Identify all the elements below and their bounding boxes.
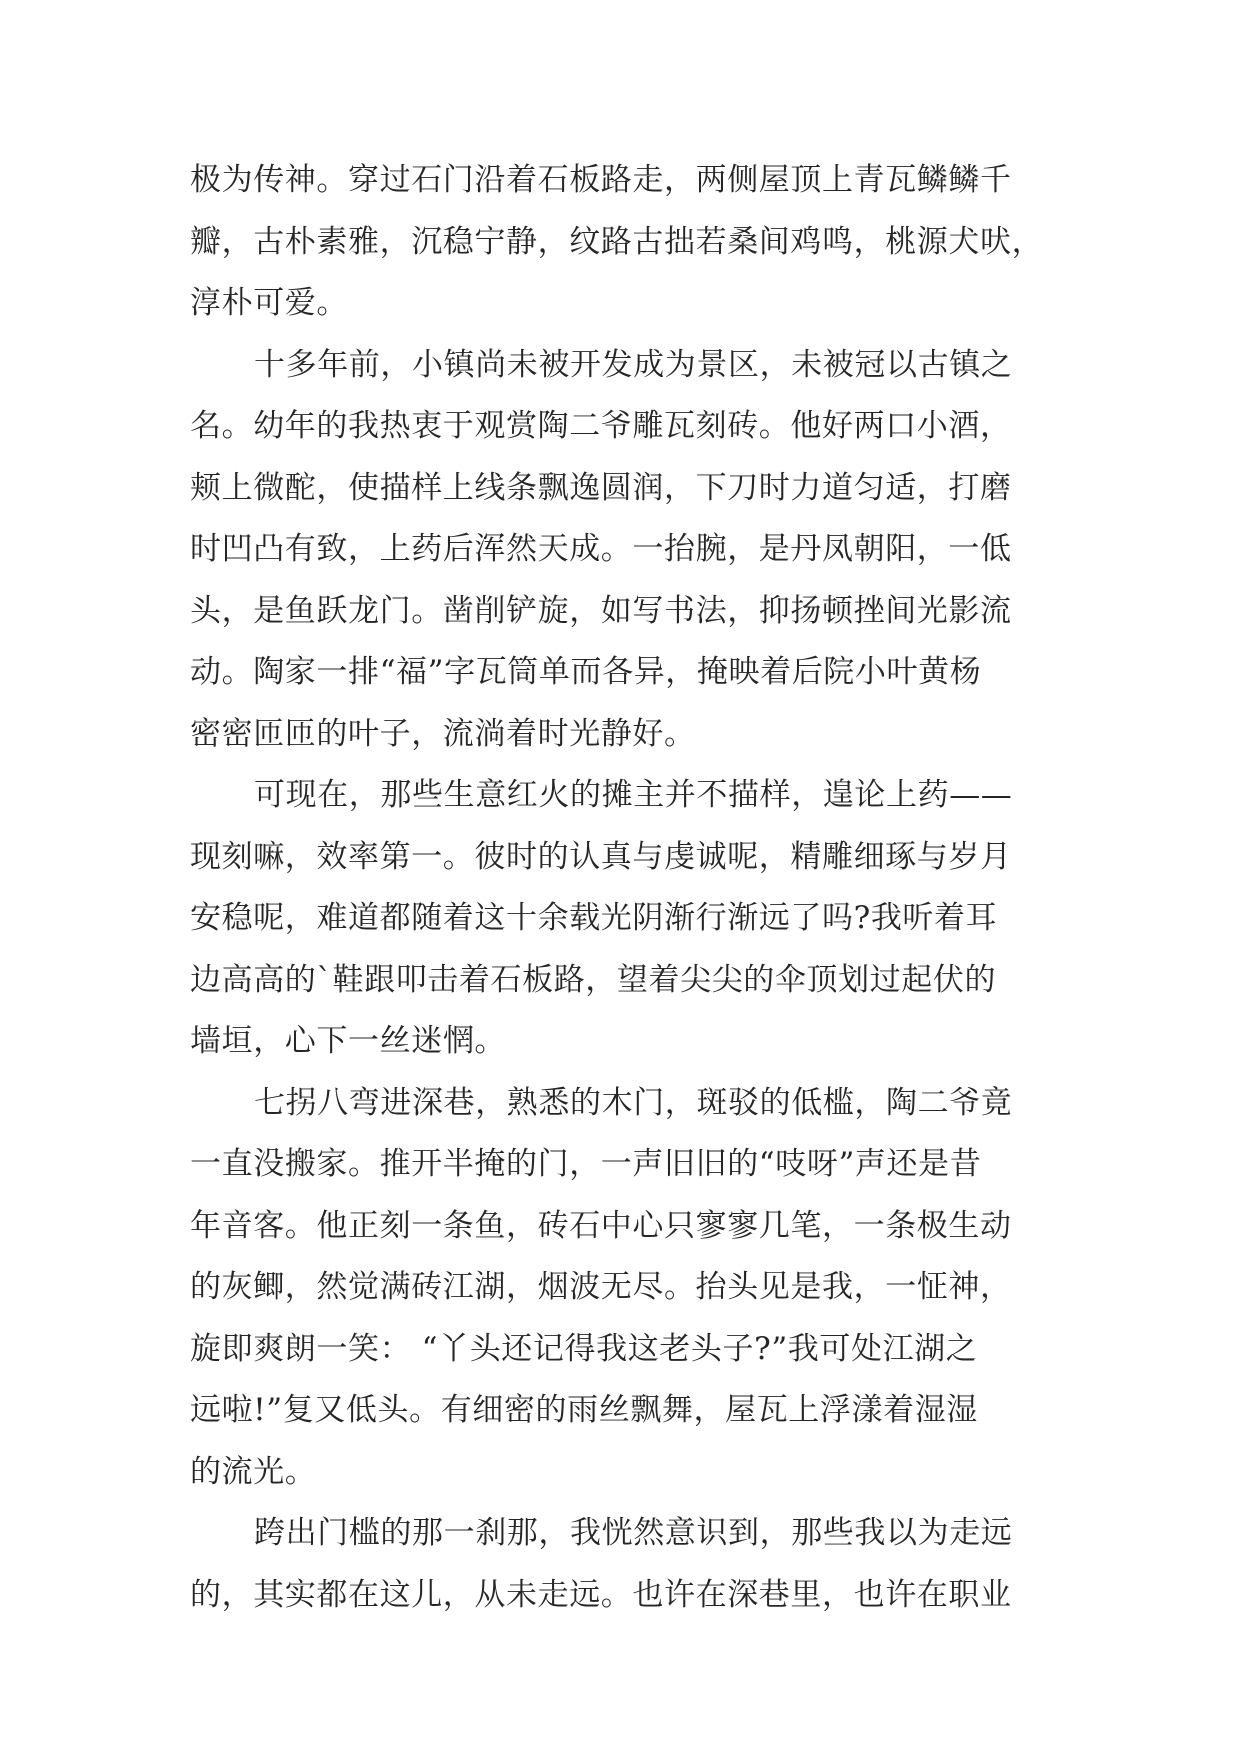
text-line: 远啦!”复又低头。有细密的雨丝飘舞，屋瓦上浮漾着湿湿 bbox=[190, 1392, 978, 1428]
text-line: 淳朴可爱。 bbox=[190, 285, 348, 321]
text-line: 时凹凸有致，上药后浑然天成。一抬腕，是丹凤朝阳，一低 bbox=[190, 531, 1012, 567]
paragraph-3 bbox=[190, 765, 1050, 1073]
text-line: 旋即爽朗一笑： “丫头还记得我这老头子?”我可处江湖之 bbox=[190, 1330, 978, 1367]
text-line: 边高高的`鞋跟叩击着石板路，望着尖尖的伞顶划过起伏的 bbox=[190, 961, 997, 998]
text-line: 七拐八弯进深巷，熟悉的木门，斑驳的低槛，陶二爷竟 bbox=[254, 1084, 1013, 1121]
text-line: 头，是鱼跃龙门。凿削铲旋，如写书法，抑扬顿挫间光影流 bbox=[190, 592, 1012, 629]
text-line: 的，其实都在这儿，从未走远。也许在深巷里，也许在职业 bbox=[190, 1576, 1012, 1613]
text-line: 跨出门槛的那一刹那，我恍然意识到，那些我以为走远 bbox=[254, 1515, 1013, 1551]
text-line: 的流光。 bbox=[190, 1453, 317, 1490]
paragraph-4 bbox=[190, 1073, 1050, 1504]
text-line: 的灰鲫，然觉满砖江湖，烟波无尽。抬头见是我，一怔神， bbox=[190, 1269, 1012, 1305]
paragraph-1 bbox=[190, 150, 1050, 335]
text-line: 一直没搬家。推开半掩的门，一声旧旧的“吱呀”声还是昔 bbox=[190, 1146, 982, 1182]
text-line: 名。幼年的我热衷于观赏陶二爷雕瓦刻砖。他好两口小酒， bbox=[190, 408, 1012, 444]
paragraph-5 bbox=[190, 1503, 1050, 1626]
text-line: 现刻嘛，效率第一。彼时的认真与虔诚呢，精雕细琢与岁月 bbox=[190, 838, 1012, 875]
text-line: 安稳呢，难道都随着这十余载光阴渐行渐远了吗?我听着耳 bbox=[190, 900, 998, 936]
body-text bbox=[190, 150, 1050, 1626]
paragraph-2 bbox=[190, 335, 1050, 766]
text-line: 十多年前，小镇尚未被开发成为景区，未被冠以古镇之 bbox=[254, 346, 1013, 383]
text-line: 颊上微酡，使描样上线条飘逸圆润，下刀时力道匀适，打磨 bbox=[190, 469, 1012, 506]
text-line: 年音客。他正刻一条鱼，砖石中心只寥寥几笔，一条极生动 bbox=[190, 1207, 1012, 1244]
text-line: 密密匝匝的叶子，流淌着时光静好。 bbox=[190, 715, 696, 752]
text-line: 动。陶家一排“福”字瓦筒单而各异，掩映着后院小叶黄杨 bbox=[190, 654, 982, 690]
text-line: 极为传神。穿过石门沿着石板路走，两侧屋顶上青瓦鳞鳞千 bbox=[190, 162, 1012, 198]
text-line: 瓣，古朴素雅，沉稳宁静，纹路古拙若桑间鸡鸣，桃源犬吠， bbox=[190, 223, 1044, 260]
text-line: 墙垣，心下一丝迷惘。 bbox=[190, 1023, 506, 1059]
text-line: 可现在，那些生意红火的摊主并不描样，遑论上药—— bbox=[254, 777, 1013, 813]
